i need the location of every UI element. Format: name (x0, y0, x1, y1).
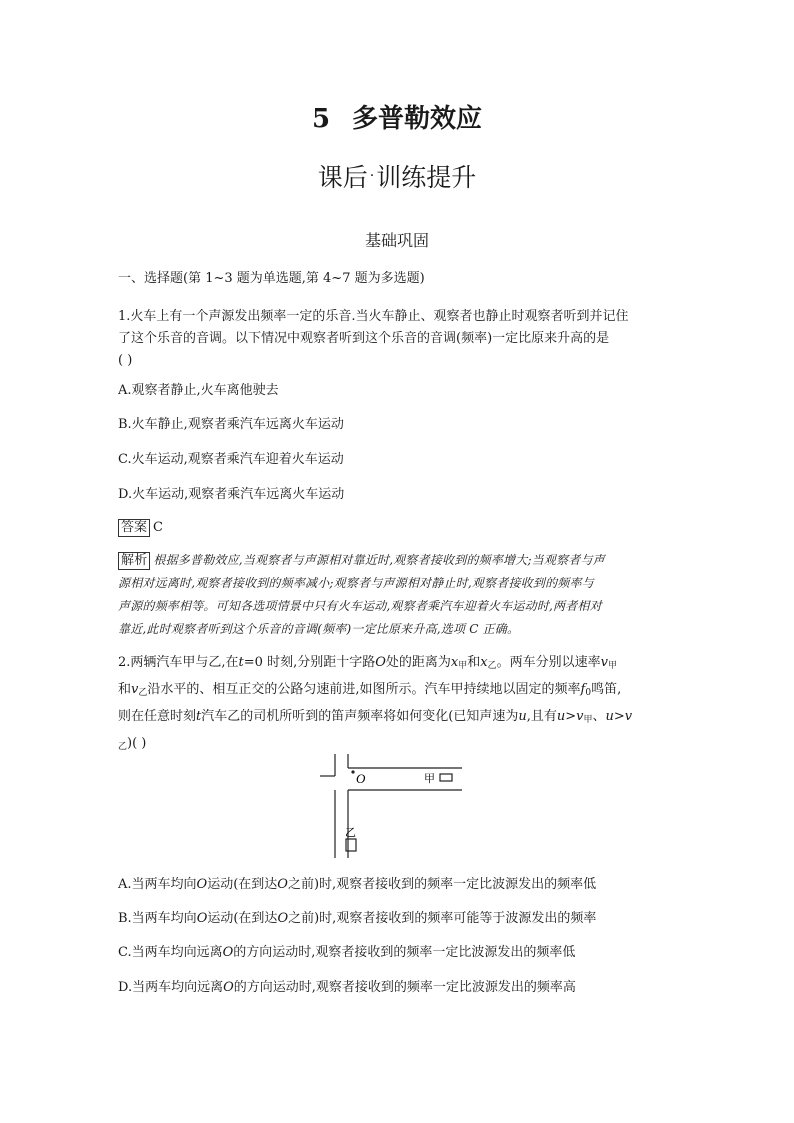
q1-option-a: A.观察者静止,火车离他驶去 (118, 383, 279, 398)
page-title (0, 98, 794, 135)
subtitle-dot: · (369, 168, 375, 184)
explain-line3: 声源的频率相等。可知各选项情景中只有火车运动,观察者乘汽车迎着火车运动时,两者相对 (118, 599, 602, 613)
explain-line4: 靠近,此时观察者听到这个乐音的音调(频率)一定比原来升高,选项 C 正确。 (118, 622, 520, 636)
label-jia: 甲 (424, 772, 435, 785)
q2-option-c: C.当两车均向远离O的方向运动时,观察者接收到的频率一定比波源发出的频率低 (118, 945, 576, 960)
answer-value: C (153, 520, 163, 535)
q1-line1: 1.火车上有一个声源发出频率一定的乐音.当火车静止、观察者也静止时观察者听到并记住 (118, 309, 629, 324)
section-heading: 基础巩固 (364, 231, 429, 250)
q1-option-c: C.火车运动,观察者乘汽车迎着火车运动 (118, 452, 344, 467)
q1-answer (118, 518, 163, 538)
q2-line2: 和$v_乙$沿水平的、相互正交的公路匀速前进,如图所示。汽车甲持续地以固定的频率$f_0$鸣笛, (118, 682, 622, 698)
label-yi: 乙 (345, 826, 356, 839)
part-heading: 一、选择题(第 1~3 题为单选题,第 4~7 题为多选题) (118, 271, 425, 286)
q1-bracket: ( ) (118, 353, 133, 368)
q1-option-d: D.火车运动,观察者乘汽车远离火车运动 (118, 487, 345, 502)
q2-option-a: A.当两车均向O运动(在到达O之前)时,观察者接收到的频率一定比波源发出的频率低 (118, 877, 597, 892)
title-number: 5 (311, 104, 331, 134)
q1-option-b: B.火车静止,观察者乘汽车远离火车运动 (118, 417, 344, 432)
q1-line2: 了这个乐音的音调。以下情况中观察者听到这个乐音的音调(频率)一定比原来升高的是 (118, 331, 610, 346)
subtitle (0, 158, 794, 194)
car-jia-box (440, 774, 452, 781)
q1-stem (118, 306, 698, 372)
title-text: 多普勒效应 (352, 104, 483, 134)
subtitle-right: 训练提升 (376, 163, 477, 192)
q1-explanation (118, 549, 678, 641)
q2-option-d: D.当两车均向远离O的方向运动时,观察者接收到的频率一定比波源发出的频率高 (118, 980, 576, 995)
label-o: O (356, 771, 366, 786)
answer-label: 答案 (118, 519, 150, 537)
q2-line1: 2.两辆汽车甲与乙,在t=0 时刻,分别距十字路O处的距离为$x_甲$和$x_乙$。两车分别以速率$v_甲$ (118, 655, 618, 671)
q2-stem (118, 651, 693, 759)
explain-line2: 源相对远离时,观察者接收到的频率减小;观察者与声源相对静止时,观察者接收到的频率与 (118, 576, 594, 590)
crossroad-diagram (320, 746, 470, 862)
explain-label: 解析 (118, 552, 150, 570)
q2-line3: 则在任意时刻t汽车乙的司机所听到的笛声频率将如何变化(已知声速为u,且有$u>v_甲$、u>v (118, 709, 633, 725)
subtitle-left: 课后 (317, 163, 368, 192)
q2-line4: $_乙$)( ) (118, 736, 147, 752)
point-o (351, 770, 354, 773)
q2-option-b: B.当两车均向O运动(在到达O之前)时,观察者接收到的频率可能等于波源发出的频率 (118, 911, 597, 926)
explain-line1: 根据多普勒效应,当观察者与声源相对靠近时,观察者接收到的频率增大;当观察者与声 (153, 553, 605, 567)
